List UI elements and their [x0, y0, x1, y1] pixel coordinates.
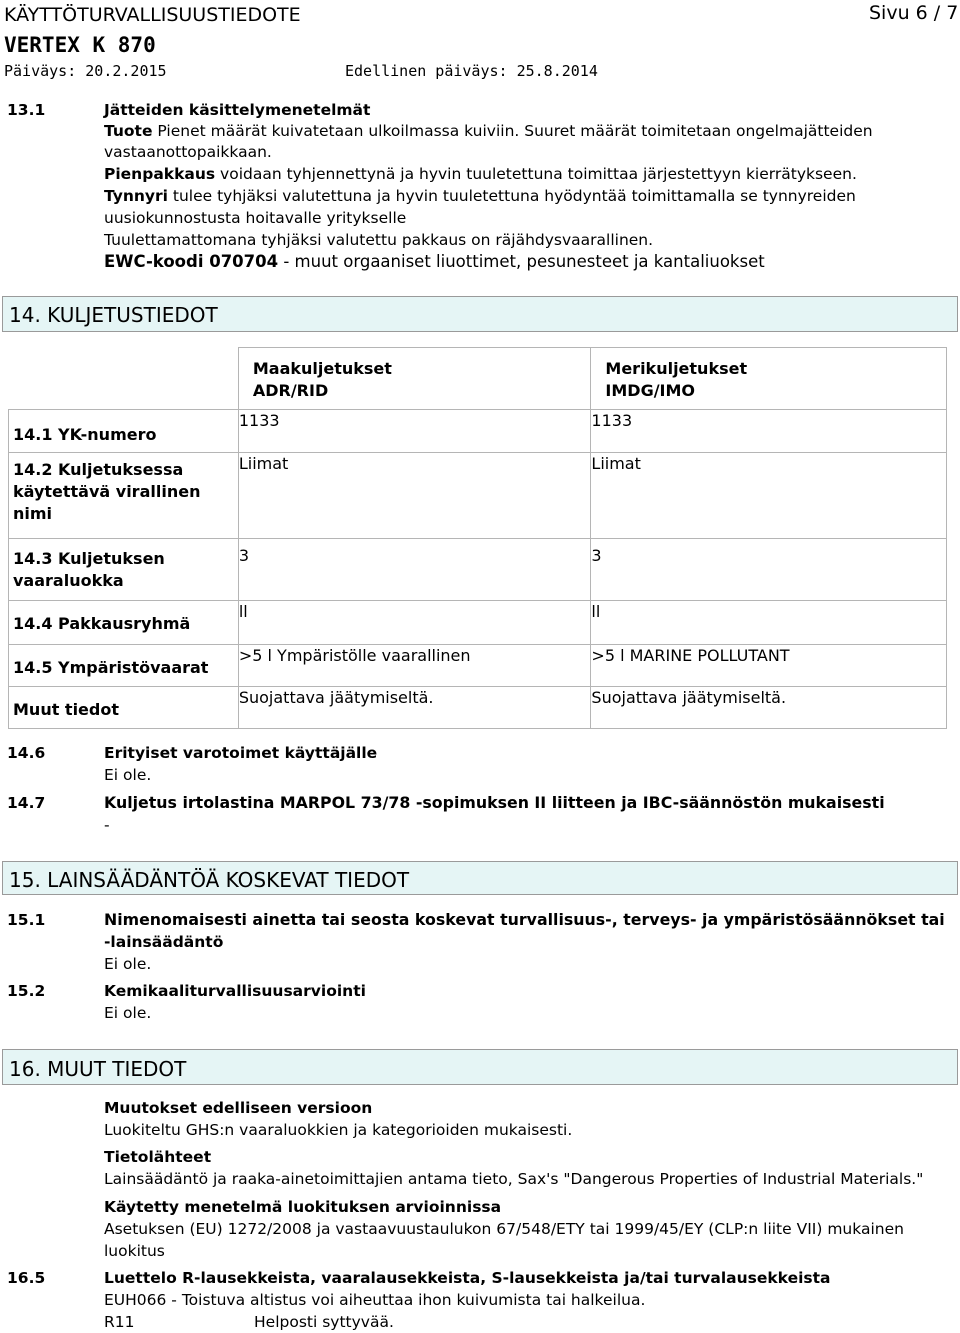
row-label: 14.4 Pakkausryhmä — [9, 601, 239, 645]
transport-header-row — [9, 348, 947, 410]
table-row — [9, 410, 947, 453]
pienpakkaus-label: Pienpakkaus — [104, 165, 216, 183]
imdg-value: 1133 — [591, 410, 947, 453]
section-16-5-title: Luettelo R-lausekkeista, vaaralausekkeista, S-lausekkeista ja/tai turvalausekkeista — [104, 1269, 831, 1287]
section-14-6-number: 14.6 — [7, 744, 46, 762]
method-text: Asetuksen (EU) 1272/2008 ja vastaavuustaulukon 67/548/ETY tai 1999/45/EY (CLP:n liite VII) mukainen — [104, 1220, 904, 1238]
imdg-value: ll — [591, 601, 947, 645]
tuote-text-cont: vastaanottopaikkaan. — [104, 143, 272, 161]
tynnyri-text-cont: uusiokunnostusta hoitavalle yritykselle — [104, 209, 407, 227]
document-type: KÄYTTÖTURVALLISUUSTIEDOTE — [4, 4, 301, 26]
adr-value: Suojattava jäätymiseltä. — [238, 687, 591, 729]
section-15-1-number: 15.1 — [7, 911, 46, 929]
section-14-heading: 14. KULJETUSTIEDOT — [2, 296, 958, 332]
imdg-header — [591, 348, 947, 410]
imdg-header-line1: Merikuljetukset — [605, 359, 748, 378]
r11-code: R11 — [104, 1313, 135, 1331]
section-15-1-text: Ei ole. — [104, 955, 152, 973]
tynnyri-text: tulee tyhjäksi valutettuna ja hyvin tuuletettuna hyödyntää toimittamalla se tynnyreiden — [167, 187, 856, 205]
section-13-1-number: 13.1 — [7, 101, 46, 119]
previous-date: Edellinen päiväys: 25.8.2014 — [345, 62, 598, 80]
changes-text: Luokiteltu GHS:n vaaraluokkien ja kategorioiden mukaisesti. — [104, 1121, 573, 1139]
sources-text: Lainsäädäntö ja raaka-ainetoimittajien antama tieto, Sax's "Dangerous Properties of Industrial Materials." — [104, 1170, 924, 1188]
row-label: 14.2 Kuljetuksessa käytettävä virallinen nimi — [9, 453, 239, 539]
euh066-statement: EUH066 - Toistuva altistus voi aiheuttaa ihon kuivumista tai halkeilua. — [104, 1291, 646, 1309]
section-15-1-title-cont: -lainsäädäntö — [104, 933, 224, 951]
tynnyri-paragraph — [104, 185, 856, 207]
tynnyri-label: Tynnyri — [104, 187, 168, 205]
table-row — [9, 539, 947, 601]
section-15-1-title: Nimenomaisesti ainetta tai seosta koskevat turvallisuus-, terveys- ja ympäristösäännökset tai — [104, 910, 945, 929]
adr-value: 1133 — [238, 410, 591, 453]
ewc-paragraph — [104, 251, 765, 273]
pienpakkaus-paragraph — [104, 163, 857, 185]
row-label: 14.3 Kuljetuksen vaaraluokka — [9, 539, 239, 601]
section-14-6-text: Ei ole. — [104, 766, 152, 784]
table-row — [9, 645, 947, 687]
section-14-6-title: Erityiset varotoimet käyttäjälle — [104, 744, 378, 762]
adr-header — [238, 348, 591, 410]
tuulettamattomana-text: Tuulettamattomana tyhjäksi valutettu pakkaus on räjähdysvaarallinen. — [104, 231, 654, 249]
transport-header-empty — [9, 348, 239, 410]
issue-date: Päiväys: 20.2.2015 — [4, 62, 167, 80]
section-16-5-number: 16.5 — [7, 1269, 46, 1287]
method-title: Käytetty menetelmä luokituksen arvioinnissa — [104, 1198, 502, 1216]
imdg-value: Liimat — [591, 453, 947, 539]
section-14-7-text: - — [104, 816, 110, 834]
section-15-2-title: Kemikaaliturvallisuusarviointi — [104, 982, 366, 1000]
tuote-paragraph — [104, 120, 873, 142]
r11-text: Helposti syttyvää. — [254, 1313, 394, 1331]
imdg-value: 3 — [591, 539, 947, 601]
transport-table — [8, 347, 947, 729]
tuote-text: Pienet määrät kuivatetaan ulkoilmassa kuiviin. Suuret määrät toimitetaan ongelmajätteiden — [152, 122, 873, 140]
method-text-cont: luokitus — [104, 1242, 165, 1260]
adr-value: 3 — [238, 539, 591, 601]
table-row — [9, 453, 947, 539]
section-14-7-number: 14.7 — [7, 794, 46, 812]
section-15-2-number: 15.2 — [7, 982, 46, 1000]
table-row — [9, 687, 947, 729]
ewc-label: EWC-koodi 070704 — [104, 252, 279, 271]
adr-header-line1: Maakuljetukset — [252, 359, 392, 378]
row-label: 14.1 YK-numero — [9, 410, 239, 453]
pienpakkaus-text: voidaan tyhjennettynä ja hyvin tuuletettuna toimittaa järjestettyyn kierrätykseen. — [215, 165, 857, 183]
imdg-value: >5 l MARINE POLLUTANT — [591, 645, 947, 687]
section-13-1-title: Jätteiden käsittelymenetelmät — [104, 101, 371, 119]
section-14-7-title: Kuljetus irtolastina MARPOL 73/78 -sopimuksen II liitteen ja IBC-säännöstön mukaisesti — [104, 793, 885, 812]
adr-value: ll — [238, 601, 591, 645]
changes-title: Muutokset edelliseen versioon — [104, 1099, 373, 1117]
row-label: Muut tiedot — [9, 687, 239, 729]
row-label: 14.5 Ympäristövaarat — [9, 645, 239, 687]
tuote-label: Tuote — [104, 122, 153, 140]
imdg-value: Suojattava jäätymiseltä. — [591, 687, 947, 729]
imdg-header-line2: IMDG/IMO — [605, 381, 696, 400]
section-16-heading: 16. MUUT TIEDOT — [2, 1049, 958, 1085]
section-15-heading: 15. LAINSÄÄDÄNTÖÄ KOSKEVAT TIEDOT — [2, 861, 958, 895]
product-name: VERTEX K 870 — [4, 33, 156, 57]
page-number: Sivu 6 / 7 — [869, 2, 959, 24]
adr-value: Liimat — [238, 453, 591, 539]
adr-header-line2: ADR/RID — [252, 381, 329, 400]
table-row — [9, 601, 947, 645]
ewc-text: - muut orgaaniset liuottimet, pesunesteet ja kantaliuokset — [278, 252, 765, 271]
section-15-2-text: Ei ole. — [104, 1004, 152, 1022]
adr-value: >5 l Ympäristölle vaarallinen — [238, 645, 591, 687]
sources-title: Tietolähteet — [104, 1148, 212, 1166]
